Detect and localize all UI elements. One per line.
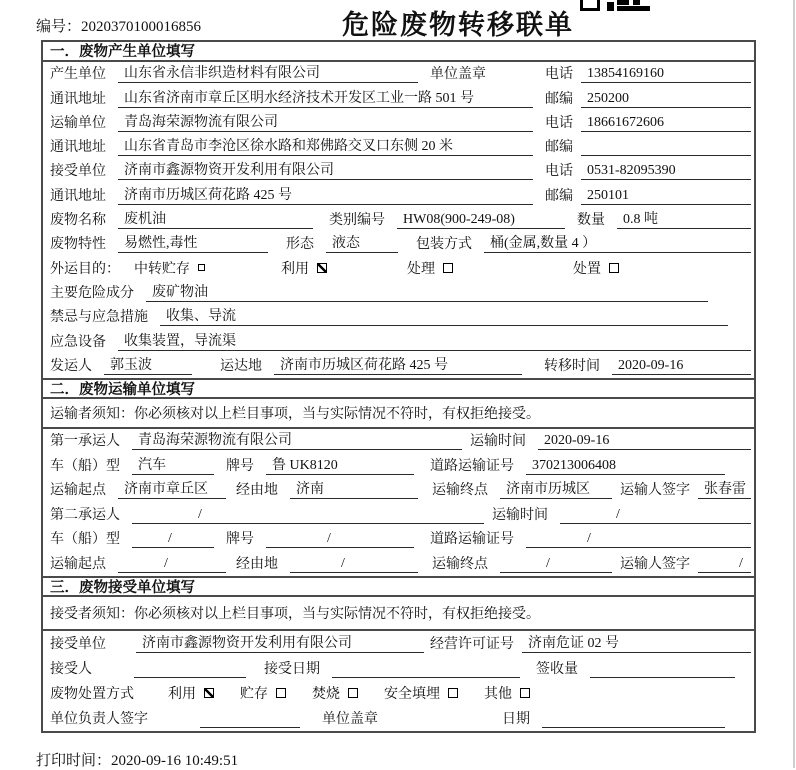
transporter-phone-value: 18661672606: [581, 115, 751, 132]
generator-postcode-label: 邮编: [545, 91, 573, 107]
transporter-address-value: 山东省青岛市李沧区徐水路和郑佛路交叉口东侧 20 米: [118, 135, 533, 156]
disposal-incinerate-label: 焚烧: [312, 686, 340, 702]
generator-address-row: [43, 86, 754, 110]
disposal-other-checkbox: [520, 688, 530, 698]
receiver-phone-value: 0531-82095390: [581, 163, 751, 180]
carrier-sign-1-value: 张春雷: [698, 478, 751, 499]
main-hazard-row: [43, 281, 754, 305]
option-transit-storage-label: 中转贮存: [134, 261, 190, 277]
transporter-address-label: 通讯地址: [50, 140, 106, 156]
receiver-address-row: [43, 183, 754, 207]
received-quantity-label: 签收量: [536, 661, 578, 677]
generator-unit-row: [43, 62, 754, 86]
accept-person-row: [43, 656, 754, 681]
responsible-sign-label: 单位负责人签字: [50, 711, 148, 727]
print-time-value: 2020-09-16 10:49:51: [111, 753, 239, 769]
route-2-row: [43, 551, 754, 576]
disposal-incinerate-checkbox: [348, 688, 358, 698]
vehicle-type-1-row: [43, 453, 754, 478]
second-carrier-label: 第二承运人: [50, 507, 120, 523]
plate-number-2-label: 牌号: [226, 532, 254, 548]
unit-seal-2-label: 单位盖章: [322, 711, 378, 727]
generator-postcode-value: 250200: [581, 91, 751, 108]
packing-method-label: 包装方式: [416, 237, 472, 253]
disposal-landfill: [384, 683, 458, 703]
waste-name-value: 废机油: [118, 208, 313, 229]
disposal-landfill-label: 安全填埋: [384, 686, 440, 702]
plate-number-1-label: 牌号: [226, 458, 254, 474]
disposal-incinerate: [312, 683, 358, 703]
plate-number-2-value: /: [266, 531, 414, 548]
qr-code-fragment: [580, 0, 652, 11]
option-treat-checkbox: [443, 263, 453, 273]
section-1-header: 一．废物产生单位填写: [43, 42, 754, 62]
terminus-2-value: /: [500, 556, 612, 573]
transport-date-1-label: 运输时间: [470, 434, 526, 450]
receiver-postcode-label: 邮编: [545, 188, 573, 204]
transport-date-2-value: /: [560, 507, 751, 524]
carrier-sign-2-value: /: [698, 556, 751, 573]
section-2-header: 二．废物运输单位填写: [43, 378, 754, 399]
manifest-table: [41, 40, 756, 733]
generator-unit-value: 山东省永信非织造材料有限公司: [118, 62, 418, 83]
plate-number-1-value: 鲁 UK8120: [266, 454, 414, 475]
vehicle-type-2-value: /: [132, 531, 214, 548]
accept-date-value: [332, 663, 520, 678]
vehicle-type-2-label: 车（船）型: [50, 532, 120, 548]
disposal-store: [240, 683, 286, 703]
destination-label: 运达地: [220, 358, 262, 374]
generator-address-label: 通讯地址: [50, 91, 106, 107]
section-1-body: [43, 62, 754, 378]
option-transit-storage-checkbox: [198, 264, 205, 271]
accept-unit-row: [43, 631, 754, 656]
transporter-phone-label: 电话: [545, 115, 573, 131]
receiver-unit-label: 接受单位: [50, 164, 106, 180]
main-hazard-value: 废矿物油: [146, 281, 708, 302]
waste-property-row: [43, 232, 754, 256]
waste-name-label: 废物名称: [50, 213, 106, 229]
form-title: 危险废物转移联单: [342, 10, 574, 40]
option-utilize-label: 利用: [281, 261, 309, 277]
disposal-store-checkbox: [276, 688, 286, 698]
transporter-address-row: [43, 135, 754, 159]
consignor-value: 郭玉波: [104, 354, 192, 375]
responsible-sign-row: [43, 706, 754, 731]
unit-seal-label: 单位盖章: [430, 67, 486, 83]
business-license-value: 济南危证 02 号: [522, 632, 751, 653]
generator-phone-label: 电话: [545, 67, 573, 83]
taboo-measures-label: 禁忌与应急措施: [50, 310, 148, 326]
main-hazard-label: 主要危险成分: [50, 285, 134, 301]
section-3-body: [43, 631, 754, 731]
road-license-2-label: 道路运输证号: [430, 532, 514, 548]
via-2-label: 经由地: [236, 556, 278, 572]
transporter-postcode-label: 邮编: [545, 140, 573, 156]
serial-label: 编号：: [36, 19, 82, 35]
option-dispose-label: 处置: [573, 261, 601, 277]
accept-unit-value: 济南市鑫源物资开发利用有限公司: [136, 632, 424, 653]
transporter-unit-label: 运输单位: [50, 115, 106, 131]
terminus-1-value: 济南市历城区: [500, 478, 612, 499]
generator-unit-label: 产生单位: [50, 67, 106, 83]
first-carrier-label: 第一承运人: [50, 434, 120, 450]
road-license-2-value: /: [526, 531, 751, 548]
date-label: 日期: [502, 711, 530, 727]
form-state-label: 形态: [286, 237, 314, 253]
waste-name-row: [43, 208, 754, 232]
option-utilize-checkbox: [317, 263, 327, 273]
taboo-measures-value: 收集、导流: [160, 305, 728, 326]
print-time: [36, 749, 238, 770]
option-treat: [407, 258, 453, 278]
road-license-1-value: 370213006408: [526, 458, 725, 475]
accept-date-label: 接受日期: [264, 661, 320, 677]
road-license-1-label: 道路运输证号: [430, 458, 514, 474]
receiver-phone-label: 电话: [545, 164, 573, 180]
terminus-1-label: 运输终点: [432, 483, 488, 499]
receiver-unit-value: 济南市鑫源物资开发利用有限公司: [118, 159, 533, 180]
waste-property-value: 易燃性,毒性: [118, 232, 268, 253]
transporter-postcode-value: [581, 141, 751, 156]
vehicle-type-1-label: 车（船）型: [50, 458, 120, 474]
disposal-method-label: 废物处置方式: [50, 686, 134, 702]
terminus-2-label: 运输终点: [432, 556, 488, 572]
form-state-value: 液态: [326, 232, 398, 253]
carrier-sign-1-label: 运输人签字: [620, 483, 690, 499]
origin-2-value: /: [118, 556, 226, 573]
route-1-row: [43, 478, 754, 503]
via-1-value: 济南: [290, 478, 418, 499]
date-value: [542, 713, 725, 728]
disposal-store-label: 贮存: [240, 686, 268, 702]
quantity-value: 0.8 吨: [617, 208, 751, 229]
accept-unit-label: 接受单位: [50, 636, 106, 652]
emergency-equipment-value: 收集装置，导流渠: [118, 330, 751, 351]
transfer-purpose-row: [43, 256, 754, 280]
responsible-sign-value: [200, 713, 300, 728]
emergency-equipment-row: [43, 329, 754, 353]
option-utilize: [281, 258, 327, 278]
option-treat-label: 处理: [407, 261, 435, 277]
receiver-address-value: 济南市历城区荷花路 425 号: [118, 184, 533, 205]
consignor-row: [43, 354, 754, 378]
disposal-method-row: [43, 681, 754, 706]
second-carrier-value: /: [132, 507, 484, 524]
consignor-label: 发运人: [50, 358, 92, 374]
generator-address-value: 山东省济南市章丘区明水经济技术开发区工业一路 501 号: [118, 87, 533, 108]
waste-property-label: 废物特性: [50, 237, 106, 253]
transporter-notice: 运输者须知：你必须核对以上栏目事项，当与实际情况不符时，有权拒绝接受。: [43, 399, 754, 429]
transfer-date-label: 转移时间: [544, 358, 600, 374]
via-2-value: /: [290, 556, 418, 573]
section-3-header: 三．废物接受单位填写: [43, 576, 754, 597]
transport-date-1-value: 2020-09-16: [538, 433, 751, 450]
disposal-utilize-label: 利用: [168, 686, 196, 702]
receiver-address-label: 通讯地址: [50, 188, 106, 204]
disposal-utilize: [168, 683, 214, 703]
option-transit-storage: [134, 258, 205, 278]
serial-value: 2020370100016856: [81, 19, 202, 35]
transporter-unit-row: [43, 111, 754, 135]
origin-2-label: 运输起点: [50, 556, 106, 572]
business-license-label: 经营许可证号: [430, 636, 514, 652]
disposal-other-label: 其他: [484, 686, 512, 702]
destination-value: 济南市历城区荷花路 425 号: [274, 354, 522, 375]
first-carrier-value: 青岛海荣源物流有限公司: [132, 429, 462, 450]
category-code-label: 类别编号: [329, 213, 385, 229]
quantity-label: 数量: [577, 213, 605, 229]
section-2-body: [43, 429, 754, 576]
received-quantity-value: [590, 663, 735, 678]
disposal-landfill-checkbox: [448, 688, 458, 698]
accept-person-label: 接受人: [50, 661, 92, 677]
packing-method-value: 桶(金属,数量 4 ）: [484, 232, 751, 253]
transfer-purpose-label: 外运目的：: [50, 261, 120, 277]
receiver-unit-row: [43, 159, 754, 183]
option-dispose: [573, 258, 619, 278]
origin-1-value: 济南市章丘区: [118, 478, 226, 499]
receiver-postcode-value: 250101: [581, 188, 751, 205]
vehicle-type-1-value: 汽车: [132, 454, 214, 475]
carrier-sign-2-label: 运输人签字: [620, 556, 690, 572]
transfer-date-value: 2020-09-16: [612, 358, 751, 375]
print-time-label: 打印时间：: [36, 753, 112, 769]
accept-person-value: [134, 663, 246, 678]
receiver-notice: 接受者须知：你必须核对以上栏目事项，当与实际情况不符时，有权拒绝接受。: [43, 597, 754, 631]
vehicle-type-2-row: [43, 527, 754, 552]
second-carrier-row: [43, 502, 754, 527]
disposal-other: [484, 683, 530, 703]
option-dispose-checkbox: [609, 263, 619, 273]
first-carrier-row: [43, 429, 754, 454]
transport-date-2-label: 运输时间: [492, 507, 548, 523]
disposal-utilize-checkbox: [204, 688, 214, 698]
via-1-label: 经由地: [236, 483, 278, 499]
generator-phone-value: 13854169160: [581, 66, 751, 83]
transporter-unit-value: 青岛海荣源物流有限公司: [118, 111, 533, 132]
taboo-measures-row: [43, 305, 754, 329]
category-code-value: HW08(900-249-08): [397, 212, 565, 229]
emergency-equipment-label: 应急设备: [50, 334, 106, 350]
origin-1-label: 运输起点: [50, 483, 106, 499]
page-edge-line: [793, 0, 795, 768]
